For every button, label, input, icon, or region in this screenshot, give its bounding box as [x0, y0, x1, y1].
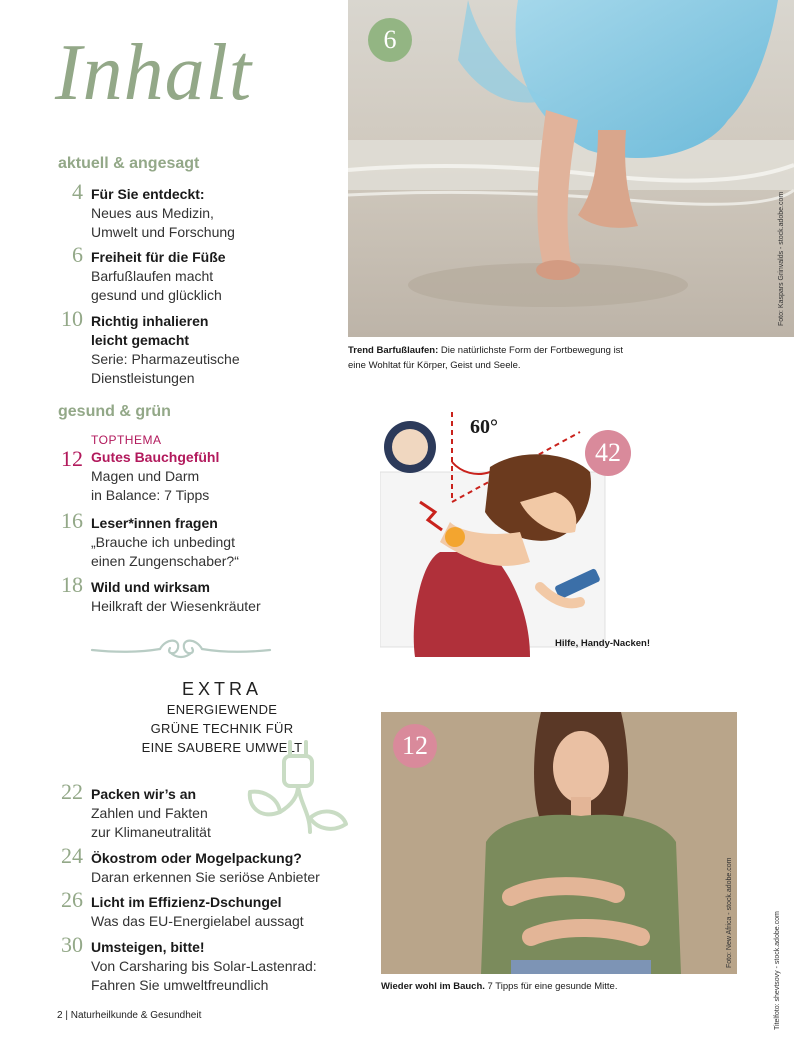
title-photo-credit: Titelfoto: shevtsovy - stock.adobe.com: [774, 911, 781, 1030]
page-number: 16: [61, 508, 83, 533]
page-number: 6: [72, 242, 83, 267]
barefoot-photo-image: [348, 0, 794, 337]
barefoot-photo[interactable]: [348, 0, 794, 337]
entry-desc: Umwelt und Forschung: [91, 224, 235, 240]
extra-line: GRÜNE TECHNIK FÜR: [150, 721, 294, 736]
page-badge: 6: [368, 18, 412, 62]
topthema-tag: TOPTHEMA: [91, 433, 162, 447]
entry-desc: Daran erkennen Sie seriöse Anbieter: [91, 869, 320, 885]
photo-credit: Foto: Kaspars Grinvalds - stock.adobe.com: [778, 191, 785, 326]
entry-title: Gutes Bauchgefühl: [91, 449, 220, 465]
entry-desc: Zahlen und Fakten: [91, 805, 208, 821]
entry-title-line2: leicht gemacht: [91, 332, 190, 348]
angle-label: 60°: [470, 416, 498, 438]
page-number: 22: [61, 779, 83, 804]
caption-bold: Trend Barfußlaufen:: [348, 345, 439, 356]
belly-photo[interactable]: [381, 712, 737, 974]
page-number: 24: [61, 843, 83, 868]
entry-title: Richtig inhalieren: [91, 313, 209, 329]
entry-title: Freiheit für die Füße: [91, 249, 226, 265]
entry-title: Ökostrom oder Mogelpackung?: [91, 850, 302, 866]
entry-desc: Fahren Sie umweltfreundlich: [91, 977, 269, 993]
ornament-divider-icon: [90, 636, 272, 662]
handy-nacken-illustration[interactable]: [380, 412, 680, 667]
caption-text: Die natürlichste Form der Fortbewegung ist: [438, 345, 624, 356]
entry-desc: in Balance: 7 Tipps: [91, 487, 210, 503]
entry-desc: einen Zungenschaber?“: [91, 553, 239, 569]
entry-desc: Dienstleistungen: [91, 370, 195, 386]
entry-desc: zur Klimaneutralität: [91, 824, 211, 840]
extra-line: EINE SAUBERE UMWELT: [141, 740, 303, 755]
entry-title: Für Sie entdeckt:: [91, 186, 205, 202]
page-number: 18: [61, 572, 83, 597]
page-badge: 42: [585, 430, 631, 476]
entry-desc: Neues aus Medizin,: [91, 205, 214, 221]
photo-credit: Foto: New Africa - stock.adobe.com: [726, 857, 733, 968]
entry-title: Licht im Effizienz-Dschungel: [91, 894, 282, 910]
entry-desc: Magen und Darm: [91, 468, 200, 484]
caption-text: eine Wohltat für Körper, Geist und Seele.: [348, 360, 521, 371]
entry-title: Umsteigen, bitte!: [91, 939, 205, 955]
caption-bold: Wieder wohl im Bauch.: [381, 981, 485, 992]
page-number: 30: [61, 932, 83, 957]
page-badge: 12: [393, 724, 437, 768]
neck-caption: Hilfe, Handy-Nacken!: [555, 638, 651, 649]
handy-nacken-image: [380, 412, 680, 667]
page-title: Inhalt: [55, 29, 253, 117]
entry-title: Leser*innen fragen: [91, 515, 218, 531]
entry-desc: Serie: Pharmazeutische: [91, 351, 240, 367]
section-heading-gesund: gesund & grün: [58, 403, 171, 420]
page-number: 26: [61, 887, 83, 912]
entry-desc: Heilkraft der Wiesenkräuter: [91, 598, 261, 614]
entry-desc: gesund und glücklich: [91, 287, 222, 303]
caption-text: 7 Tipps für eine gesunde Mitte.: [484, 981, 618, 992]
page-number: 10: [61, 306, 83, 331]
section-heading-aktuell: aktuell & angesagt: [58, 155, 200, 172]
entry-desc: Was das EU-Energielabel aussagt: [91, 913, 304, 929]
belly-caption: [381, 979, 737, 994]
entry-title: Packen wir’s an: [91, 786, 197, 802]
entry-desc: Barfußlaufen macht: [91, 268, 214, 284]
extra-line: ENERGIEWENDE: [166, 702, 278, 717]
entry-title: Wild und wirksam: [91, 579, 210, 595]
entry-desc: Von Carsharing bis Solar-Lastenrad:: [91, 958, 317, 974]
extra-heading: EXTRA: [181, 679, 262, 699]
entry-desc: „Brauche ich unbedingt: [91, 534, 235, 550]
barefoot-caption: [348, 343, 708, 373]
page-number: 12: [61, 446, 83, 471]
page-footer: 2 | Naturheilkunde & Gesundheit: [57, 1010, 202, 1021]
page-number: 4: [72, 179, 83, 204]
